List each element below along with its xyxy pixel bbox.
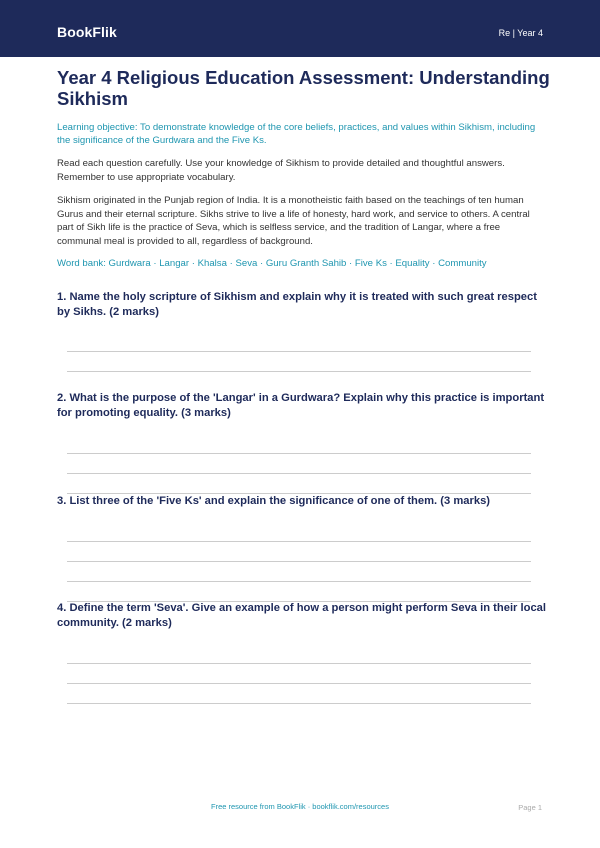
word-bank: Word bank: Gurdwara · Langar · Khalsa · Seva · Guru Granth Sahib · Five Ks · Equality · Community — [57, 258, 487, 269]
answer-line[interactable] — [67, 351, 531, 352]
answer-line[interactable] — [67, 663, 531, 664]
question-1: 1. Name the holy scripture of Sikhism and explain why it is treated with such great respect by Sikhs. (2 marks) — [57, 291, 537, 318]
question-3: 3. List three of the 'Five Ks' and explain the significance of one of them. (3 marks) — [57, 495, 491, 507]
answer-line[interactable] — [67, 541, 531, 542]
answer-line[interactable] — [67, 453, 531, 454]
answer-line[interactable] — [67, 683, 531, 684]
brand-logo: BookFlik — [57, 24, 117, 40]
intro-paragraph: Sikhism originated in the Punjab region of India. It is a monotheistic faith based on the teachings of ten human Gurus and their eternal scripture. Sikhs strive to live a life of honesty, hard work, and service to others. A central part of Sikh life is the practice of Seva, which is selfless service, and the tradition of Langar, where a free communal meal is provided to all, regardless of background. — [57, 195, 530, 247]
learning-objective: Learning objective: To demonstrate knowledge of the core beliefs, practices, and values within Sikhism, including the significance of the Gurdwara and the Five Ks. — [57, 122, 536, 146]
page-header — [0, 0, 600, 57]
answer-line[interactable] — [67, 703, 531, 704]
page-title: Year 4 Religious Education Assessment: Understanding Sikhism — [57, 67, 550, 109]
answer-line[interactable] — [67, 473, 531, 474]
answer-line[interactable] — [67, 561, 531, 562]
page-number: Page 1 — [518, 803, 542, 812]
subject-year-label: Re | Year 4 — [498, 28, 543, 38]
answer-line[interactable] — [67, 581, 531, 582]
answer-line[interactable] — [67, 371, 531, 372]
footer-credit: Free resource from BookFlik · bookflik.com/resources — [211, 802, 389, 811]
question-4: 4. Define the term 'Seva'. Give an example of how a person might perform Seva in their local community. (2 marks) — [57, 602, 547, 629]
question-2: 2. What is the purpose of the 'Langar' in a Gurdwara? Explain why this practice is important for promoting equality. (3 marks) — [57, 392, 545, 419]
instructions: Read each question carefully. Use your knowledge of Sikhism to provide detailed and thoughtful answers. Remember to use appropriate vocabulary. — [57, 158, 505, 183]
